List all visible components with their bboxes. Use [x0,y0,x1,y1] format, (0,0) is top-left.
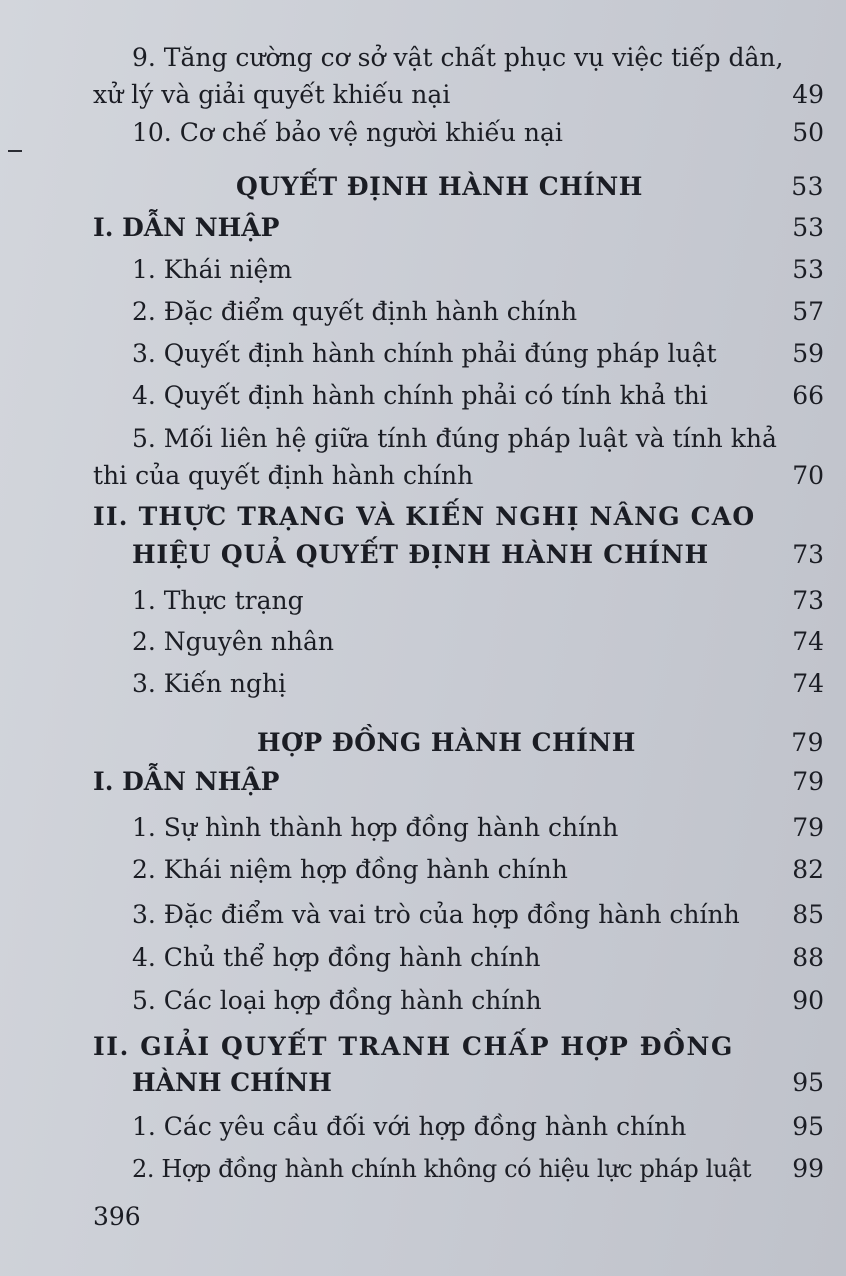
toc-entry-page: 85 [792,900,824,929]
toc-entry-text: 4. Chủ thể hợp đồng hành chính [132,943,541,972]
toc-entry-text: xử lý và giải quyết khiếu nại [93,80,451,109]
toc-entry-text: 3. Kiến nghị [132,669,287,698]
toc-entry-text: 1. Thực trạng [132,586,304,615]
toc-entry-page: 90 [792,986,824,1015]
toc-entry-page: 79 [791,728,824,757]
toc-entry-text: II. THỰC TRẠNG VÀ KIẾN NGHỊ NÂNG CAO [93,502,756,531]
toc-entry-page: 73 [792,540,824,569]
toc-entry-text: 4. Quyết định hành chính phải có tính khả thi [132,381,708,410]
toc-entry-page: 79 [792,767,824,796]
toc-entry-text: 2. Khái niệm hợp đồng hành chính [132,855,568,884]
toc-entry-page: 74 [792,669,824,698]
toc-entry-text: 2. Đặc điểm quyết định hành chính [132,297,578,326]
toc-entry-page: 57 [792,297,824,326]
toc-entry-page: 49 [792,80,824,109]
toc-entry-page: 50 [792,118,824,147]
toc-entry-page: 53 [792,213,824,242]
toc-entry-text: 9. Tăng cường cơ sở vật chất phục vụ việc tiếp dân, [132,43,784,72]
toc-entry-text: 2. Hợp đồng hành chính không có hiệu lực pháp luật [132,1155,752,1183]
toc-entry-page: 53 [792,255,824,284]
toc-entry-text: 5. Các loại hợp đồng hành chính [132,986,542,1015]
toc-entry-text: 3. Quyết định hành chính phải đúng pháp luật [132,339,717,368]
toc-entry-text: I. DẪN NHẬP [93,213,280,242]
toc-entry-text: 2. Nguyên nhân [132,627,334,656]
toc-entry-text: 1. Sự hình thành hợp đồng hành chính [132,813,619,842]
toc-entry-text: HÀNH CHÍNH [132,1068,332,1097]
toc-entry-page: 70 [792,461,824,490]
toc-entry-text: HỢP ĐỒNG HÀNH CHÍNH [257,728,636,757]
toc-entry-text: HIỆU QUẢ QUYẾT ĐỊNH HÀNH CHÍNH [132,540,709,569]
toc-entry-text: 10. Cơ chế bảo vệ người khiếu nại [132,118,563,147]
toc-entry-page: 53 [791,172,824,201]
toc-entry-text: 3. Đặc điểm và vai trò của hợp đồng hành chính [132,900,740,929]
toc-entry-page: 79 [792,813,824,842]
toc-entry-text: thi của quyết định hành chính [93,461,474,490]
toc-entry-text: II. GIẢI QUYẾT TRANH CHẤP HỢP ĐỒNG [93,1032,734,1061]
toc-entry-text: QUYẾT ĐỊNH HÀNH CHÍNH [236,172,643,201]
toc-entry-page: 82 [792,855,824,884]
page-number: 396 [93,1202,141,1231]
toc-entry-page: 59 [792,339,824,368]
toc-entry-page: 74 [792,627,824,656]
toc-entry-text: 1. Các yêu cầu đối với hợp đồng hành chính [132,1112,687,1141]
margin-mark [8,150,22,152]
toc-entry-text: I. DẪN NHẬP [93,767,280,796]
toc-entry-page: 66 [792,381,824,410]
toc-entry-text: 1. Khái niệm [132,255,293,284]
toc-entry-page: 95 [792,1112,824,1141]
toc-entry-page: 99 [792,1154,824,1183]
toc-entry-page: 95 [792,1068,824,1097]
toc-entry-text: 5. Mối liên hệ giữa tính đúng pháp luật và tính khả [132,424,777,453]
toc-entry-page: 73 [792,586,824,615]
toc-entry-page: 88 [792,943,824,972]
